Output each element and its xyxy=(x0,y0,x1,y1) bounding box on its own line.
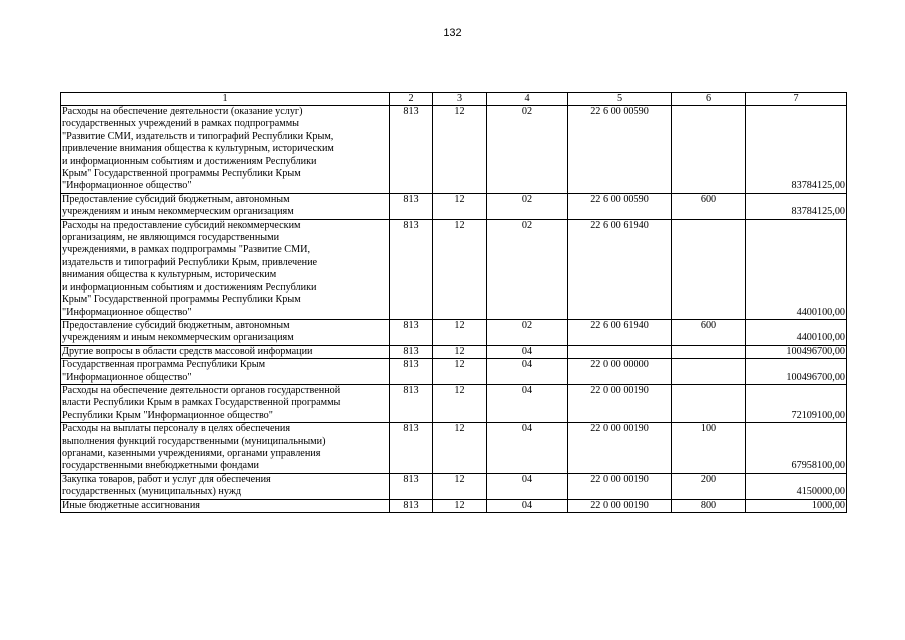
row-code-expense-type: 600 xyxy=(672,193,746,219)
row-amount: 100496700,00 xyxy=(746,359,847,385)
row-code-expense-type: 200 xyxy=(672,473,746,499)
row-amount: 4150000,00 xyxy=(746,473,847,499)
row-code-section: 12 xyxy=(433,473,487,499)
row-code-ministry: 813 xyxy=(390,359,433,385)
row-description xyxy=(61,473,390,499)
row-code-subsection: 02 xyxy=(487,219,568,319)
description-line: Предоставление субсидий бюджетным, автономным xyxy=(62,319,290,331)
row-code-target: 22 0 00 00000 xyxy=(568,359,672,385)
description-line: органами, казенными учреждениями, органами управления xyxy=(62,447,321,459)
header-cell-5: 5 xyxy=(568,93,672,106)
row-code-subsection: 04 xyxy=(487,499,568,512)
description-line: Крым" Государственной программы Республики Крым xyxy=(62,168,301,180)
row-code-target: 22 0 00 00190 xyxy=(568,499,672,512)
row-amount: 83784125,00 xyxy=(746,106,847,194)
row-code-target: 22 6 00 61940 xyxy=(568,219,672,319)
row-description xyxy=(61,423,390,474)
description-line: Расходы на обеспечение деятельности (оказание услуг) xyxy=(62,106,303,117)
table-row xyxy=(61,106,847,194)
table-row xyxy=(61,473,847,499)
row-amount: 100496700,00 xyxy=(746,345,847,358)
row-code-ministry: 813 xyxy=(390,193,433,219)
row-code-section: 12 xyxy=(433,319,487,345)
row-code-expense-type xyxy=(672,384,746,422)
description-line: государственных учреждений в рамках подпрограммы xyxy=(62,118,300,130)
header-cell-3: 3 xyxy=(433,93,487,106)
row-code-section: 12 xyxy=(433,345,487,358)
row-code-subsection: 02 xyxy=(487,106,568,194)
description-line: государственных (муниципальных) нужд xyxy=(62,486,242,498)
description-line: привлечение внимания общества к культурным, историческим xyxy=(62,143,334,155)
row-code-target: 22 6 00 00590 xyxy=(568,193,672,219)
row-code-ministry: 813 xyxy=(390,384,433,422)
row-code-subsection: 04 xyxy=(487,359,568,385)
table-row xyxy=(61,384,847,422)
description-line: Другие вопросы в области средств массовой информации xyxy=(62,345,313,357)
row-code-ministry: 813 xyxy=(390,219,433,319)
description-line: издательств и типографий Республики Крым, привлечение xyxy=(62,256,318,268)
budget-table xyxy=(60,92,847,513)
description-line: Расходы на предоставление субсидий некоммерческим xyxy=(62,219,301,231)
header-cell-4: 4 xyxy=(487,93,568,106)
description-line: "Развитие СМИ, издательств и типографий Республики Крым, xyxy=(62,130,334,142)
row-description xyxy=(61,499,390,512)
row-code-target: 22 6 00 00590 xyxy=(568,106,672,194)
row-amount: 72109100,00 xyxy=(746,384,847,422)
row-code-target: 22 0 00 00190 xyxy=(568,423,672,474)
row-code-expense-type xyxy=(672,359,746,385)
row-amount: 4400100,00 xyxy=(746,219,847,319)
table-row xyxy=(61,319,847,345)
description-line: "Информационное общество" xyxy=(62,180,192,192)
row-code-subsection: 04 xyxy=(487,473,568,499)
row-amount: 4400100,00 xyxy=(746,319,847,345)
row-description xyxy=(61,345,390,358)
description-line: власти Республики Крым в рамках Государственной программы xyxy=(62,397,341,409)
table-row xyxy=(61,499,847,512)
description-line: учреждениям и иным некоммерческим организациям xyxy=(62,206,294,218)
row-description xyxy=(61,106,390,194)
description-line: "Информационное общество" xyxy=(62,306,192,318)
header-cell-2: 2 xyxy=(390,93,433,106)
row-code-ministry: 813 xyxy=(390,499,433,512)
description-line: Предоставление субсидий бюджетным, автономным xyxy=(62,193,290,205)
row-code-section: 12 xyxy=(433,423,487,474)
description-line: Республики Крым "Информационное общество" xyxy=(62,409,273,421)
table-row xyxy=(61,345,847,358)
header-cell-7: 7 xyxy=(746,93,847,106)
description-line: Расходы на выплаты персоналу в целях обеспечения xyxy=(62,423,291,435)
row-description xyxy=(61,384,390,422)
row-code-expense-type: 800 xyxy=(672,499,746,512)
description-line: и информационным событиям и достижениям Республики xyxy=(62,281,317,293)
table-row xyxy=(61,423,847,474)
row-code-ministry: 813 xyxy=(390,423,433,474)
row-amount: 67958100,00 xyxy=(746,423,847,474)
row-code-ministry: 813 xyxy=(390,345,433,358)
description-line: внимания общества к культурным, историческим xyxy=(62,269,277,281)
row-amount: 1000,00 xyxy=(746,499,847,512)
row-code-expense-type: 100 xyxy=(672,423,746,474)
row-code-target: 22 0 00 00190 xyxy=(568,473,672,499)
row-description xyxy=(61,359,390,385)
row-code-section: 12 xyxy=(433,384,487,422)
description-line: Государственная программа Республики Крым xyxy=(62,359,266,371)
description-line: Расходы на обеспечение деятельности органов государственной xyxy=(62,384,341,396)
row-code-expense-type xyxy=(672,219,746,319)
row-code-subsection: 02 xyxy=(487,319,568,345)
description-line: выполнения функций государственными (муниципальными) xyxy=(62,435,326,447)
description-line: организациям, не являющимся государственными xyxy=(62,232,280,244)
table-row xyxy=(61,193,847,219)
header-cell-1: 1 xyxy=(61,93,390,106)
row-code-subsection: 02 xyxy=(487,193,568,219)
header-cell-6: 6 xyxy=(672,93,746,106)
description-line: учреждениям и иным некоммерческим организациям xyxy=(62,332,294,344)
row-description xyxy=(61,193,390,219)
description-line: и информационным событиям и достижениям Республики xyxy=(62,155,317,167)
description-line: "Информационное общество" xyxy=(62,371,192,383)
table-row xyxy=(61,219,847,319)
row-code-section: 12 xyxy=(433,359,487,385)
row-code-section: 12 xyxy=(433,193,487,219)
description-line: государственными внебюджетными фондами xyxy=(62,460,259,472)
row-code-ministry: 813 xyxy=(390,473,433,499)
description-line: Крым" Государственной программы Республики Крым xyxy=(62,294,301,306)
row-code-target xyxy=(568,345,672,358)
row-code-ministry: 813 xyxy=(390,319,433,345)
row-code-expense-type: 600 xyxy=(672,319,746,345)
row-code-target: 22 0 00 00190 xyxy=(568,384,672,422)
row-code-section: 12 xyxy=(433,219,487,319)
row-code-subsection: 04 xyxy=(487,345,568,358)
row-code-subsection: 04 xyxy=(487,423,568,474)
row-code-ministry: 813 xyxy=(390,106,433,194)
description-line: Иные бюджетные ассигнования xyxy=(62,499,200,511)
table-row xyxy=(61,359,847,385)
description-line: Закупка товаров, работ и услуг для обеспечения xyxy=(62,473,271,485)
row-description xyxy=(61,219,390,319)
description-line: учреждениями, в рамках подпрограммы "Развитие СМИ, xyxy=(62,244,311,256)
row-code-section: 12 xyxy=(433,106,487,194)
row-amount: 83784125,00 xyxy=(746,193,847,219)
row-code-expense-type xyxy=(672,345,746,358)
row-code-expense-type xyxy=(672,106,746,194)
page-number: 132 xyxy=(443,27,462,39)
row-description xyxy=(61,319,390,345)
row-code-section: 12 xyxy=(433,499,487,512)
row-code-subsection: 04 xyxy=(487,384,568,422)
row-code-target: 22 6 00 61940 xyxy=(568,319,672,345)
header-row xyxy=(61,93,847,106)
